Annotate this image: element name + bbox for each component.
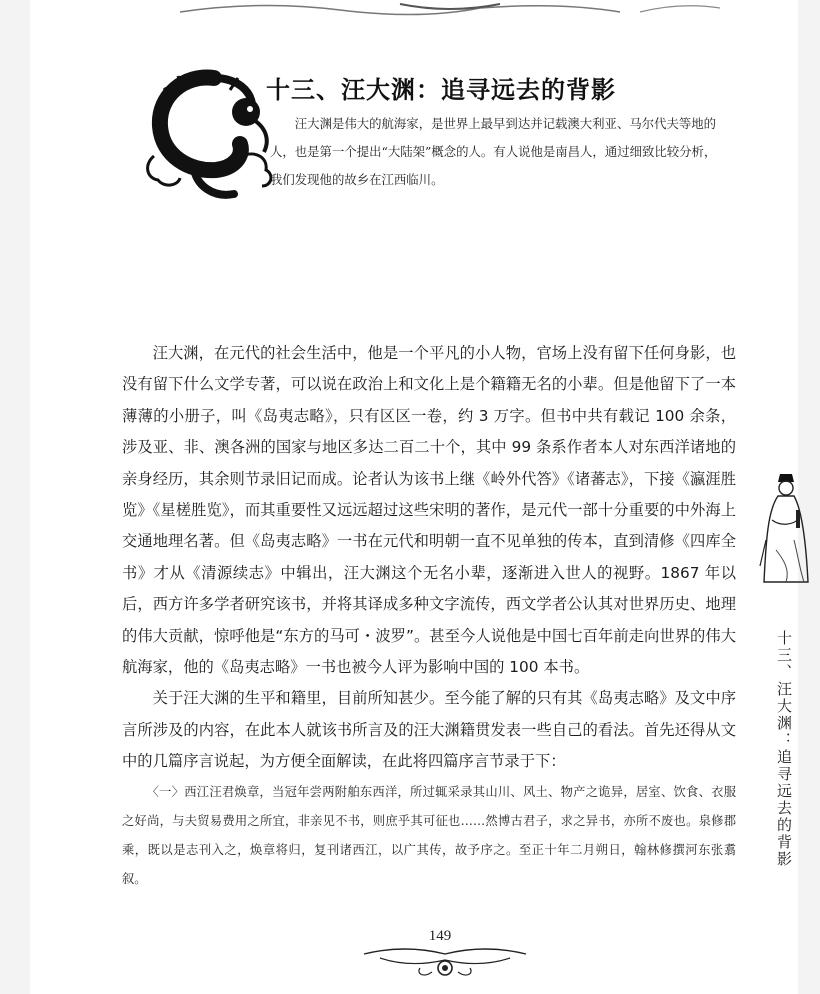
dragon-emblem-icon — [134, 60, 284, 210]
paragraph: 汪大渊，在元代的社会生活中，他是一个平凡的小人物，官场上没有留下任何身影，也没有留下什么文学专著，可以说在政治上和文化上是个籍籍无名的小辈。但是他留下了一本薄薄的小册子，叫《岛夷志略》，只有区区一卷，约 3 万字。但书中共有载记 100 余条，涉及亚、非、澳各洲的国家与地区多达二百二十个，其中 99 条系作者本人对东西洋诸地的亲身经历，其余则节录旧记而成。论者认为该书上继《岭外代答》《诸蕃志》，下接《瀛涯胜览》《星槎胜览》，而其重要性又远远超过这些宋明的著作，是元代一部十分重要的中外海上交通地理名著。但《岛夷志略》一书在元代和明朝一直不见单独的传本，直到清修《四库全书》才从《清源续志》中辑出，汪大渊这个无名小辈，逐渐进入世人的视野。1867 年以后，西方许多学者研究该书，并将其译成多种文字流传，西文学者公认其对世界历史、地理的伟大贡献，惊呼他是“东方的马可・波罗”。甚至今人说他是中国七百年前走向世界的伟大航海家，他的《岛夷志略》一书也被今人评为影响中国的 100 本书。 — [122, 344, 736, 677]
book-page — [30, 0, 798, 994]
scholar-figure-icon — [756, 470, 816, 590]
top-ornament-icon — [180, 0, 720, 16]
main-text — [122, 338, 736, 894]
running-side-heading: 十三、汪大渊：追寻远去的背影 — [775, 630, 793, 868]
page-number: 149 — [428, 928, 452, 944]
bottom-ornament-icon — [360, 944, 530, 980]
chapter-intro: 汪大渊是伟大的航海家，是世界上最早到达并记载澳大利亚、马尔代夫等地的人，也是第一个提出“大陆架”概念的人。有人说他是南昌人，通过细致比较分析，我们发现他的故乡在江西临川。 — [270, 116, 717, 187]
paragraph: 关于汪大渊的生平和籍里，目前所知甚少。至今能了解的只有其《岛夷志略》及文中序言所涉及的内容，在此本人就该书所言及的汪大渊籍贯发表一些自己的看法。首先还得从文中的几篇序言说起，为方便全面解读，在此将四篇序言节录于下： — [122, 689, 736, 771]
chapter-title: 十三、汪大渊：追寻远去的背影 — [266, 75, 616, 104]
preface-quote: 〈一〉西江汪君焕章，当冠年尝两附舶东西洋，所过辄采录其山川、风土、物产之诡异，居室、饮食、衣服之好尚，与夫贸易费用之所宜，非亲见不书，则庶乎其可征也……然博古君子，求之异书，亦所不废也。泉修郡乘，既以是志刊入之，焕章将归，复刊诸西江，以广其传，故予序之。至正十年二月朔日，翰林修撰河东张翥叙。 — [122, 784, 736, 886]
